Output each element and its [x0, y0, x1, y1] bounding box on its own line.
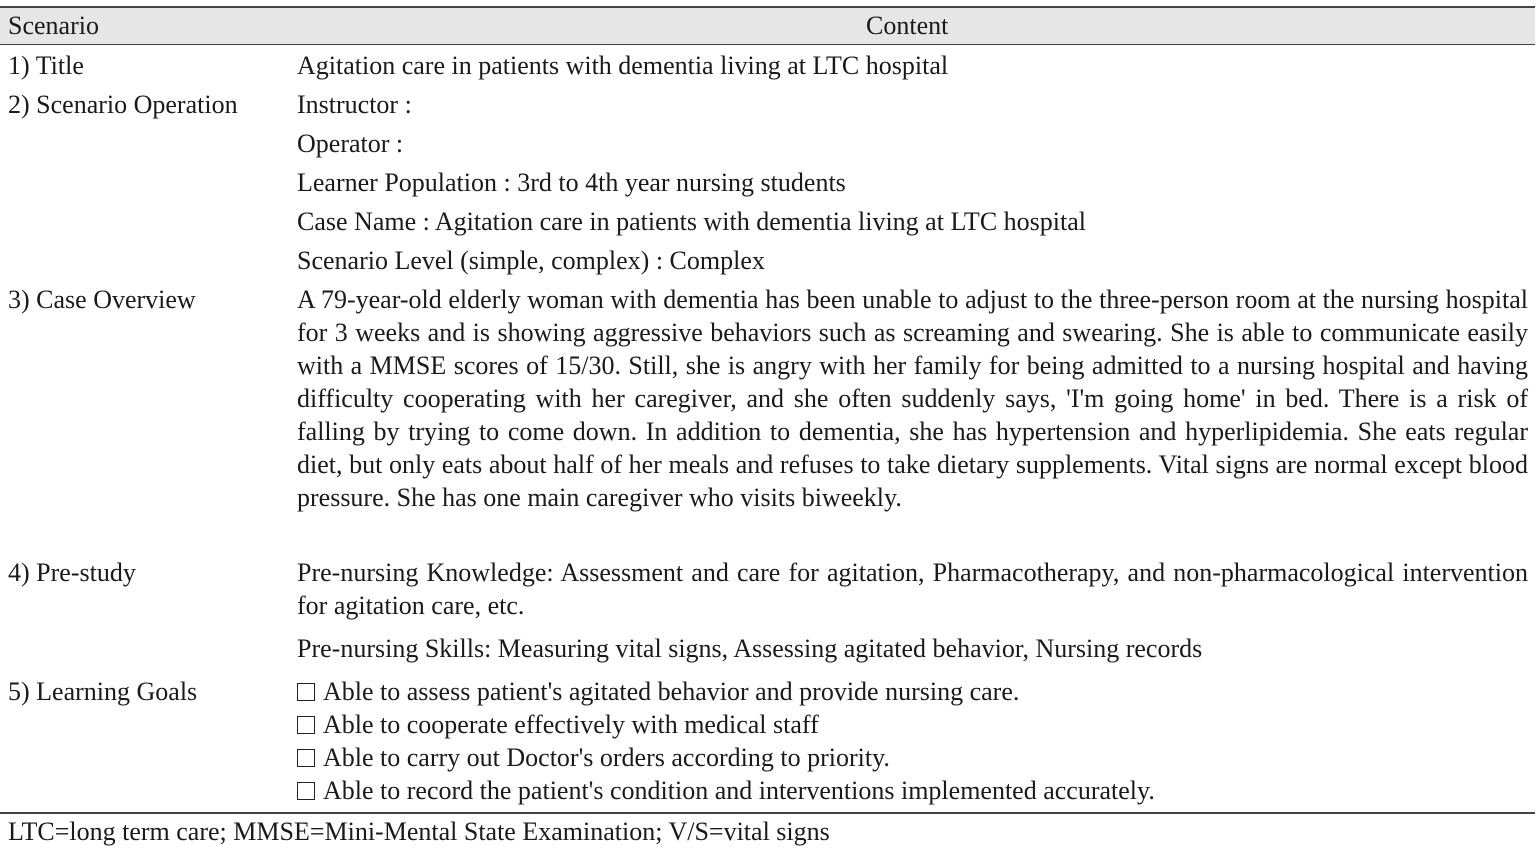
header-content: Content	[866, 11, 949, 40]
scenario-table	[0, 6, 1535, 815]
prestudy-knowledge: Pre-nursing Knowledge: Assessment and care for agitation, Pharmacotherapy, and non-pharmacological intervention for agitation care, etc.	[297, 558, 1528, 620]
operation-scenario-level: Scenario Level (simple, complex) : Complex	[297, 246, 765, 275]
row-overview-label: 3) Case Overview	[8, 285, 196, 314]
prestudy-skills: Pre-nursing Skills: Measuring vital signs, Assessing agitated behavior, Nursing records	[297, 634, 1203, 663]
table-footnote: LTC=long term care; MMSE=Mini-Mental State Examination; V/S=vital signs	[8, 817, 830, 846]
operation-instructor: Instructor :	[297, 90, 412, 119]
operation-operator: Operator :	[297, 129, 404, 158]
checkbox-icon	[297, 782, 315, 800]
learning-goal-item	[297, 675, 1019, 708]
checkbox-icon	[297, 683, 315, 701]
header-scenario: Scenario	[8, 11, 99, 40]
row-title-value: Agitation care in patients with dementia living at LTC hospital	[297, 51, 949, 80]
table-bottom-rule	[0, 812, 1535, 814]
case-overview-text: A 79-year-old elderly woman with dementia has been unable to adjust to the three-person room at the nursing hospital for 3 weeks and is showing aggressive behaviors such as screaming and swearing. She is able to communicate easily with a MMSE scores of 15/30. Still, she is angry with her family for being admitted to a nursing hospital and having difficulty cooperating with her caregiver, and she often suddenly says, 'I'm going home' in bed. There is a risk of falling by trying to come down. In addition to dementia, she has hypertension and hyperlipidemia. She eats regular diet, but only eats about half of her meals and refuses to take dietary supplements. Vital signs are normal except blood pressure. She has one main caregiver who visits biweekly.	[297, 285, 1528, 512]
learning-goal-text: Able to cooperate effectively with medical staff	[323, 710, 819, 739]
learning-goal-item	[297, 708, 819, 741]
learning-goal-item	[297, 741, 890, 774]
row-title-label: 1) Title	[8, 51, 84, 80]
learning-goal-text: Able to record the patient's condition and interventions implemented accurately.	[323, 776, 1155, 805]
checkbox-icon	[297, 749, 315, 767]
checkbox-icon	[297, 716, 315, 734]
operation-learner-population: Learner Population : 3rd to 4th year nursing students	[297, 168, 846, 197]
learning-goal-text: Able to carry out Doctor's orders according to priority.	[323, 743, 890, 772]
row-goals-label: 5) Learning Goals	[8, 677, 198, 706]
operation-case-name: Case Name : Agitation care in patients with dementia living at LTC hospital	[297, 207, 1086, 236]
table-header	[0, 6, 1535, 45]
table-body	[0, 45, 1535, 815]
learning-goal-text: Able to assess patient's agitated behavior and provide nursing care.	[323, 677, 1020, 706]
learning-goal-item	[297, 774, 1155, 807]
row-operation-label: 2) Scenario Operation	[8, 90, 238, 119]
row-prestudy-label: 4) Pre-study	[8, 558, 136, 587]
